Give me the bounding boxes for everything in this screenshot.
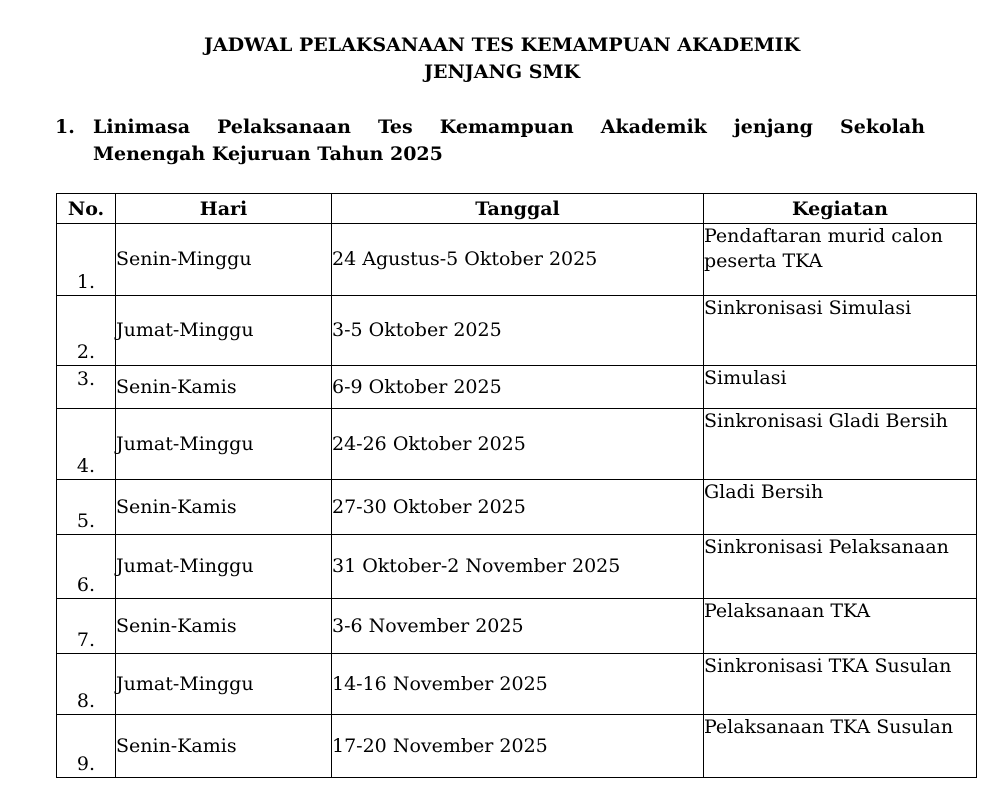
- cell-no: 8.: [57, 654, 116, 715]
- cell-hari: Senin-Kamis: [116, 366, 332, 409]
- cell-kegiatan: Pelaksanaan TKA: [704, 599, 977, 654]
- cell-kegiatan: Gladi Bersih: [704, 480, 977, 535]
- table-row: [57, 654, 977, 715]
- cell-tanggal: 27-30 Oktober 2025: [332, 480, 704, 535]
- cell-kegiatan: Simulasi: [704, 366, 977, 409]
- cell-hari: Jumat-Minggu: [116, 296, 332, 366]
- cell-tanggal: 31 Oktober-2 November 2025: [332, 535, 704, 599]
- header-kegiatan: Kegiatan: [704, 194, 977, 224]
- cell-hari: Senin-Minggu: [116, 224, 332, 296]
- cell-no: 6.: [57, 535, 116, 599]
- document-title-line-2: JENJANG SMK: [423, 61, 581, 83]
- table-row: [57, 480, 977, 535]
- cell-no: 7.: [57, 599, 116, 654]
- cell-no: 9.: [57, 715, 116, 778]
- cell-hari: Jumat-Minggu: [116, 535, 332, 599]
- header-hari: Hari: [116, 194, 332, 224]
- schedule-table: [56, 193, 977, 778]
- cell-kegiatan: Sinkronisasi Pelaksanaan: [704, 535, 977, 599]
- cell-tanggal: 14-16 November 2025: [332, 654, 704, 715]
- cell-kegiatan: Sinkronisasi TKA Susulan: [704, 654, 977, 715]
- document-title: [0, 32, 1004, 86]
- cell-kegiatan: Sinkronisasi Simulasi: [704, 296, 977, 366]
- header-no: No.: [57, 194, 116, 224]
- cell-no: 3.: [57, 366, 116, 409]
- cell-no: 2.: [57, 296, 116, 366]
- section-number: 1.: [55, 116, 75, 138]
- table-row: [57, 366, 977, 409]
- cell-tanggal: 24 Agustus-5 Oktober 2025: [332, 224, 704, 296]
- cell-tanggal: 24-26 Oktober 2025: [332, 409, 704, 480]
- table-row: [57, 296, 977, 366]
- table-row: [57, 599, 977, 654]
- cell-tanggal: 6-9 Oktober 2025: [332, 366, 704, 409]
- section-heading-line-1: Linimasa Pelaksanaan Tes Kemampuan Akademik jenjang Sekolah: [93, 116, 925, 138]
- cell-tanggal: 17-20 November 2025: [332, 715, 704, 778]
- cell-kegiatan: Pelaksanaan TKA Susulan: [704, 715, 977, 778]
- section-heading-line-2: Menengah Kejuruan Tahun 2025: [93, 143, 443, 165]
- header-tanggal: Tanggal: [332, 194, 704, 224]
- cell-hari: Jumat-Minggu: [116, 409, 332, 480]
- cell-kegiatan: Pendaftaran murid calon peserta TKA: [704, 224, 977, 296]
- cell-hari: Senin-Kamis: [116, 715, 332, 778]
- cell-hari: Senin-Kamis: [116, 480, 332, 535]
- cell-hari: Jumat-Minggu: [116, 654, 332, 715]
- document-title-line-1: JADWAL PELAKSANAAN TES KEMAMPUAN AKADEMIK: [203, 34, 801, 56]
- cell-tanggal: 3-5 Oktober 2025: [332, 296, 704, 366]
- cell-kegiatan: Sinkronisasi Gladi Bersih: [704, 409, 977, 480]
- cell-no: 5.: [57, 480, 116, 535]
- cell-hari: Senin-Kamis: [116, 599, 332, 654]
- cell-tanggal: 3-6 November 2025: [332, 599, 704, 654]
- cell-no: 4.: [57, 409, 116, 480]
- cell-no: 1.: [57, 224, 116, 296]
- table-row: [57, 224, 977, 296]
- table-row: [57, 409, 977, 480]
- table-row: [57, 535, 977, 599]
- table-header-row: [57, 194, 977, 224]
- table-row: [57, 715, 977, 778]
